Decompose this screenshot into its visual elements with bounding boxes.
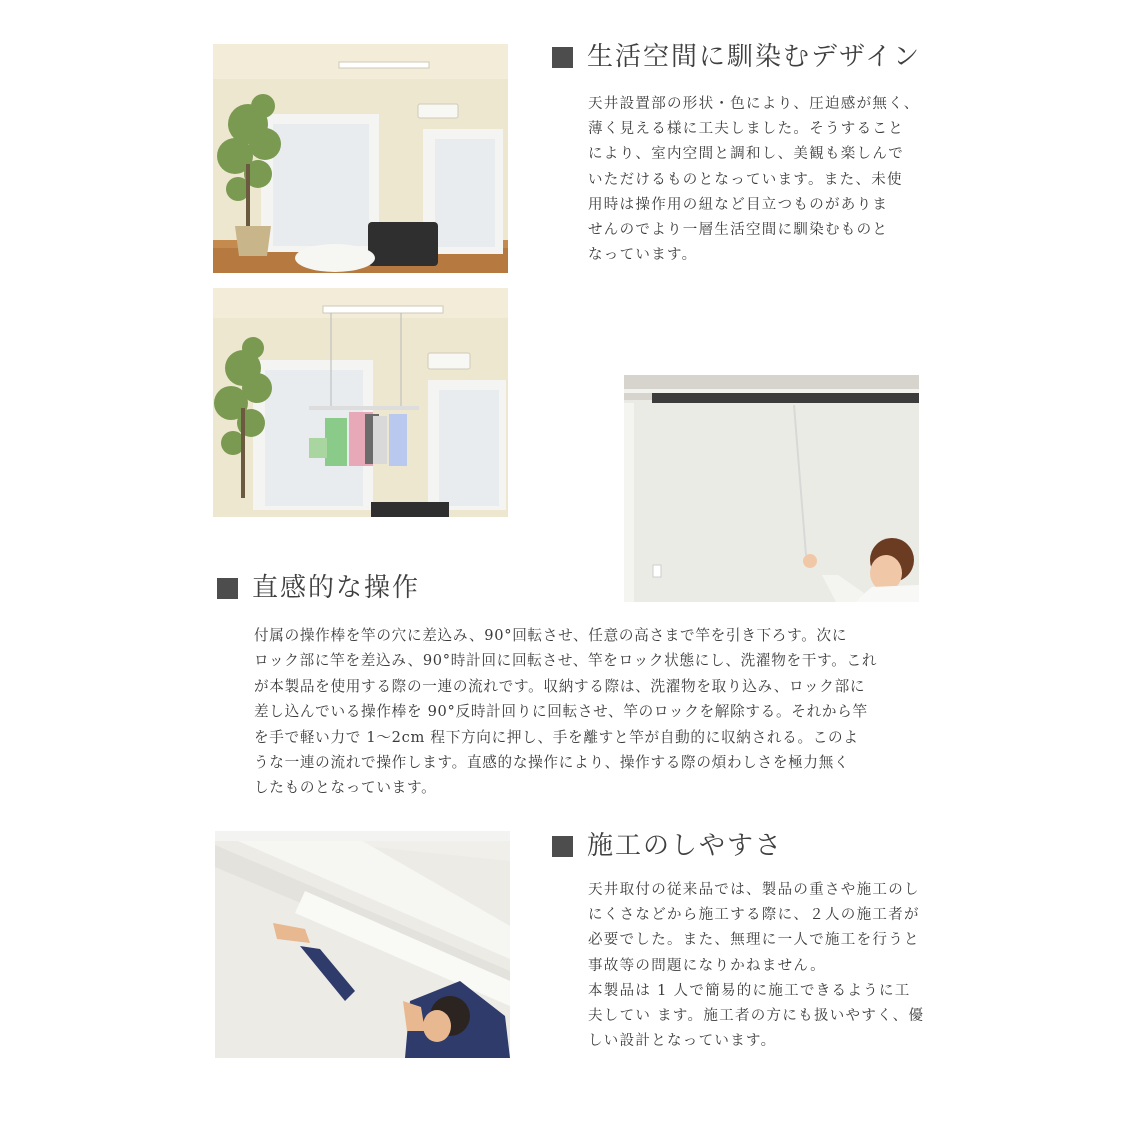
- body-line: 薄く見える様に工夫しました。そうすること: [588, 121, 904, 138]
- body-line: 本製品は 1 人で簡易的に施工できるように工: [588, 982, 911, 999]
- body-line: なっています。: [588, 247, 698, 264]
- heading-square-icon: [552, 836, 573, 857]
- body-line: にくさなどから施工する際に、２人の施工者が: [588, 907, 920, 924]
- body-line: せんのでより一層生活空間に馴染むものと: [588, 222, 889, 239]
- room-photo-retracted: [213, 44, 508, 273]
- room-photo-laundry: [213, 288, 508, 517]
- section-heading-installation: [552, 833, 783, 859]
- body-line: 差し込んでいる操作棒を 90°反時計回りに回転させ、竿のロックを解除する。それから竿: [254, 703, 868, 721]
- section-heading-operation: [217, 575, 420, 601]
- body-line: ロック部に竿を差込み、90°時計回に回転させ、竿をロック状態にし、洗濯物を干す。これ: [254, 652, 878, 670]
- heading-text: 直感的な操作: [252, 573, 421, 603]
- body-line: したものとなっています。: [254, 779, 437, 797]
- body-line: 夫してい ます。施工者の方にも扱いやすく、優: [588, 1008, 925, 1025]
- heading-square-icon: [552, 47, 573, 68]
- heading-square-icon: [217, 578, 238, 599]
- section-body-operation: [254, 623, 877, 801]
- body-line: を手で軽い力で 1〜2cm 程下方向に押し、手を離すと竿が自動的に収納される。このよ: [254, 728, 859, 746]
- body-line: 付属の操作棒を竿の穴に差込み、90°回転させ、任意の高さまで竿を引き下ろす。次に: [254, 627, 848, 644]
- section-heading-design: [552, 44, 921, 70]
- body-line: 天井取付の従来品では、製品の重さや施工のし: [588, 882, 920, 898]
- body-line: 必要でした。また、無理に一人で施工を行うと: [588, 932, 920, 949]
- heading-text: 施工のしやすさ: [587, 831, 784, 861]
- operation-photo: [624, 375, 919, 602]
- body-line: しい設計となっています。: [588, 1033, 777, 1050]
- body-line: うな一連の流れで操作します。直感的な操作により、操作する際の煩わしさを極力無く: [254, 754, 850, 772]
- body-line: いただけるものとなっています。また、未使: [588, 171, 903, 188]
- body-line: 事故等の問題になりかねません。: [588, 957, 826, 974]
- body-line: 用時は操作用の紐など目立つものがありま: [588, 196, 889, 213]
- section-body-installation: [588, 878, 924, 1054]
- installation-photo: [215, 831, 510, 1058]
- body-line: 天井設置部の形状・色により、圧迫感が無く、: [588, 96, 920, 112]
- heading-text: 生活空間に馴染むデザイン: [587, 42, 922, 72]
- section-body-design: [588, 92, 920, 268]
- body-line: により、室内空間と調和し、美観も楽しんで: [588, 146, 904, 163]
- body-line: が本製品を使用する際の一連の流れです。収納する際は、洗濯物を取り込み、ロック部に: [254, 677, 866, 695]
